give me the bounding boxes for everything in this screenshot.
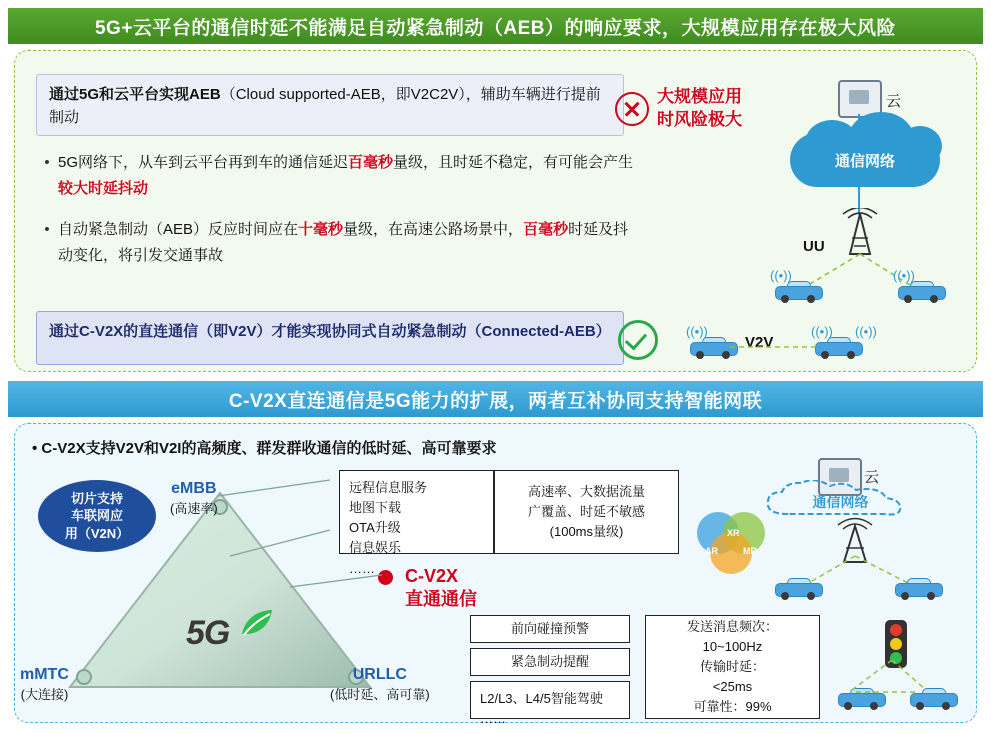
slice-line-3: 用（V2N） bbox=[64, 525, 130, 541]
label-urllc bbox=[330, 666, 430, 703]
light-red bbox=[890, 624, 902, 636]
cv2x-label bbox=[405, 565, 477, 612]
seg-highlight: 百毫秒 bbox=[523, 220, 569, 238]
list-item bbox=[36, 217, 636, 270]
box-fcw: 前向碰撞预警 bbox=[470, 615, 630, 643]
warning-text bbox=[657, 86, 742, 132]
perf-line-4: <25ms bbox=[712, 679, 753, 695]
car-icon bbox=[898, 281, 944, 301]
embb-title: eMBB bbox=[171, 480, 217, 497]
bottom-banner: C-V2X直连通信是5G能力的扩展，两者互补协同支持智能网联 bbox=[8, 381, 983, 417]
svc-line-5: …… bbox=[349, 560, 375, 576]
embb-sub: (高速率) bbox=[170, 501, 218, 516]
box-autonomy bbox=[470, 681, 630, 727]
wifi-icon: ((•)) bbox=[811, 324, 833, 339]
mmtc-title: mMTC bbox=[20, 666, 69, 683]
seg: 时延及抖动变化，将引发交通事故 bbox=[58, 220, 629, 264]
cloud-label: 通信网络 bbox=[834, 153, 895, 170]
bullet-dot: • bbox=[44, 220, 50, 238]
car-icon bbox=[895, 578, 941, 598]
top-bullet-list bbox=[36, 150, 636, 283]
seg: 量级，且时延不稳定，有可能会产生 bbox=[393, 154, 634, 171]
rate-line-1: 高速率、大数据流量 bbox=[527, 483, 645, 499]
urllc-sub: (低时延、高可靠) bbox=[330, 687, 430, 702]
bullet-text-2 bbox=[58, 217, 636, 270]
check-icon bbox=[618, 320, 658, 360]
venn-label-xr: XR bbox=[727, 528, 740, 538]
cloud-label-bottom: 通信网络 bbox=[812, 494, 869, 510]
light-yellow bbox=[890, 638, 902, 650]
list-item bbox=[36, 150, 636, 203]
slice-line-2: 车联网应 bbox=[70, 508, 123, 524]
label-mmtc bbox=[20, 666, 69, 703]
top-header-bold: 通过5G和云平台实现AEB bbox=[49, 86, 221, 103]
venn-label-mr: MR bbox=[743, 546, 757, 556]
box-urllc-perf bbox=[645, 615, 820, 719]
venn-label-ar: AR bbox=[705, 546, 718, 556]
logo-5g: 5G bbox=[186, 614, 230, 652]
box-embb-perf bbox=[494, 470, 679, 554]
server-label: 云 bbox=[864, 469, 880, 486]
warning-line-2: 时风险极大 bbox=[657, 109, 742, 129]
wifi-icon: ((•)) bbox=[770, 268, 792, 283]
seg-highlight: 较大时延抖动 bbox=[58, 180, 149, 198]
bottom-bullet-text: C-V2X支持V2V和V2I的高频度、群发群收通信的低时延、高可靠要求 bbox=[41, 440, 497, 457]
cross-icon bbox=[615, 92, 649, 126]
v2i-links bbox=[830, 660, 960, 696]
svc-line-4: 信息娱乐 bbox=[349, 540, 402, 556]
bottom-bullet: • C-V2X支持V2V和V2I的高频度、群发群收通信的低时延、高可靠要求 bbox=[32, 440, 497, 457]
seg: 量级，在高速公路场景中， bbox=[343, 220, 524, 238]
box-ebw: 紧急制动提醒 bbox=[470, 648, 630, 676]
rate-line-3: (100ms量级) bbox=[549, 524, 624, 540]
bullet-text-1 bbox=[58, 150, 636, 203]
auto-line-1: L2/L3、L4/5智能驾驶 bbox=[480, 691, 603, 706]
mmtc-sub: (大连接) bbox=[20, 687, 69, 702]
wifi-icon: ((•)) bbox=[686, 324, 708, 339]
svc-line-2: 地图下载 bbox=[349, 500, 402, 516]
cv2x-line-2: 直通通信 bbox=[405, 589, 477, 610]
perf-line-3: 传输时延： bbox=[699, 658, 765, 674]
uu-label: UU bbox=[803, 238, 825, 255]
car-icon bbox=[775, 281, 821, 301]
perf-line-1: 发送消息频次： bbox=[686, 618, 778, 634]
top-header-box bbox=[36, 74, 624, 136]
cv2x-line-1: C-V2X bbox=[405, 566, 459, 586]
cv2x-connector bbox=[290, 545, 400, 590]
top-header-rest: （Cloud supported-AEB，即V2C2V），辅助车辆进行提前制动 bbox=[49, 86, 601, 126]
top-footer-box: 通过C-V2X的直连通信（即V2V）才能实现协同式自动紧急制动（Connected-AEB） bbox=[36, 311, 624, 365]
v2v-link bbox=[730, 340, 822, 354]
seg: 5G网络下，从车到云平台再到车的通信延迟 bbox=[58, 154, 349, 171]
slice-line-1: 切片支持 bbox=[70, 490, 123, 506]
svc-line-1: 远程信息服务 bbox=[349, 480, 428, 495]
seg-highlight: 十毫秒 bbox=[298, 220, 344, 238]
bullet-dot: • bbox=[44, 154, 50, 171]
seg: 自动紧急制动（AEB）反应时间应在 bbox=[58, 220, 299, 238]
wifi-icon: ((•)) bbox=[893, 268, 915, 283]
top-banner: 5G+云平台的通信时延不能满足自动紧急制动（AEB）的响应要求，大规模应用存在极大风险 bbox=[8, 8, 983, 44]
seg-highlight: 百毫秒 bbox=[348, 154, 394, 171]
xr-venn-icon bbox=[697, 512, 769, 574]
car-icon bbox=[775, 578, 821, 598]
server-label: 云 bbox=[886, 93, 902, 110]
v2v-label: V2V bbox=[745, 334, 774, 351]
leaf-icon bbox=[240, 608, 274, 638]
svc-line-3: OTA升级 bbox=[349, 520, 401, 536]
network-slice-ellipse bbox=[38, 480, 156, 552]
perf-line-2: 10~100Hz bbox=[702, 638, 763, 654]
urllc-title: URLLC bbox=[352, 666, 407, 683]
warning-group bbox=[615, 86, 742, 132]
link-server-cloud bbox=[858, 114, 860, 134]
auto-line-2: …… bbox=[480, 711, 506, 727]
wifi-icon: ((•)) bbox=[855, 324, 877, 339]
perf-line-5: 可靠性：99% bbox=[693, 699, 772, 715]
check-group bbox=[618, 320, 658, 360]
rate-line-2: 广覆盖、时延不敏感 bbox=[527, 503, 645, 519]
warning-line-1: 大规模应用 bbox=[657, 87, 742, 106]
